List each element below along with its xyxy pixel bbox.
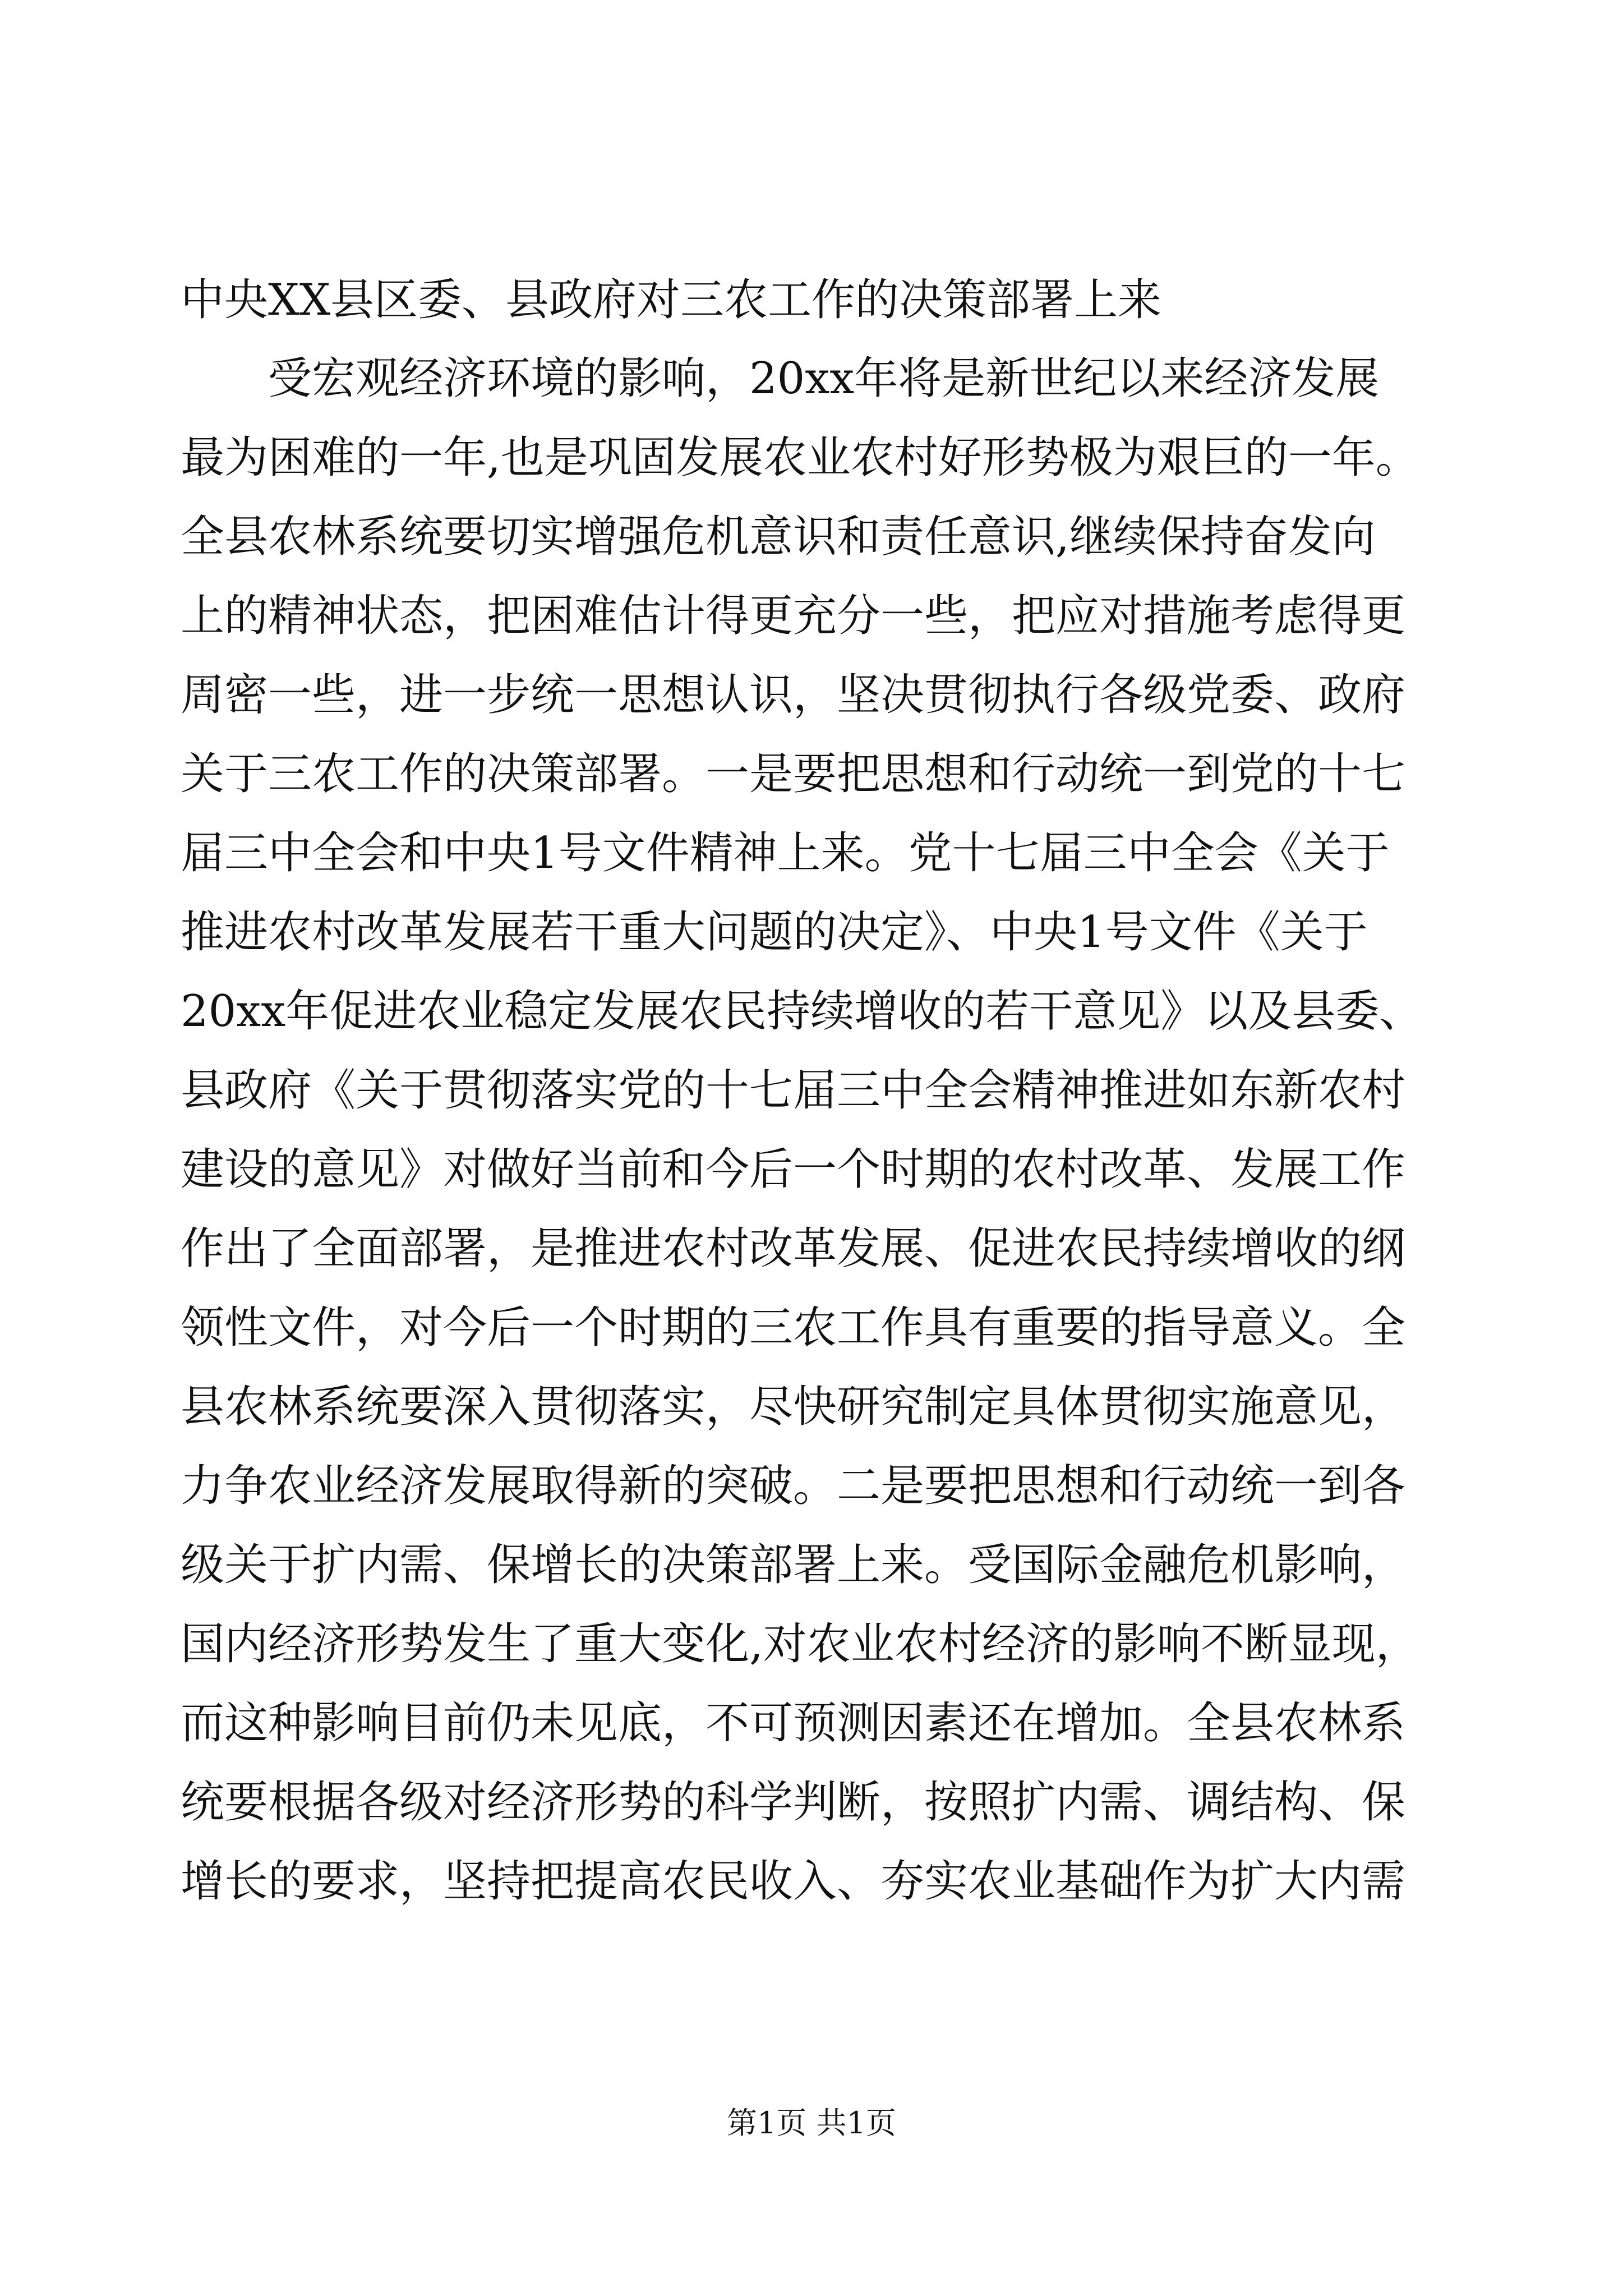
- text-line: 级关于扩内需、保增长的决策部署上来。受国际金融危机影响，: [181, 1540, 1406, 1590]
- text-line: 20xx年促进农业稳定发展农民持续增收的若干意见》以及县委、: [181, 986, 1423, 1037]
- text-line: 周密一些，进一步统一思想认识，坚决贯彻执行各级党委、政府: [181, 670, 1406, 720]
- text-line: 国内经济形势发生了重大变化,对农业农村经济的影响不断显现，: [181, 1619, 1419, 1669]
- text-line: 最为困难的一年,也是巩固发展农业农村好形势极为艰巨的一年。: [181, 432, 1419, 483]
- text-line: 届三中全会和中央1号文件精神上来。党十七届三中全会《关于: [181, 828, 1390, 878]
- page-footer: 第1页 共1页: [727, 2105, 896, 2141]
- body-text: [181, 339, 1470, 1921]
- text-line: 建设的意见》对做好当前和今后一个时期的农村改革、发展工作: [181, 1144, 1406, 1195]
- text-line: 统要根据各级对经济形势的科学判断，按照扩内需、调结构、保: [181, 1777, 1406, 1828]
- text-line: 作出了全面部署，是推进农村改革发展、促进农民持续增收的纲: [181, 1223, 1406, 1274]
- text-line: 增长的要求，坚持把提高农民收入、夯实农业基础作为扩大内需: [181, 1856, 1406, 1907]
- text-line: 而这种影响目前仍未见底，不可预测因素还在增加。全县农林系: [181, 1698, 1406, 1749]
- text-line: 县农林系统要深入贯彻落实，尽快研究制定具体贯彻实施意见，: [181, 1382, 1406, 1432]
- text-line: 上的精神状态，把困难估计得更充分一些，把应对措施考虑得更: [181, 591, 1406, 641]
- text-line: 县政府《关于贯彻落实党的十七届三中全会精神推进如东新农村: [181, 1065, 1406, 1116]
- text-line: 全县农林系统要切实增强危机意识和责任意识,继续保持奋发向: [181, 512, 1376, 562]
- text-line: 领性文件，对今后一个时期的三农工作具有重要的指导意义。全: [181, 1303, 1406, 1353]
- text-line: 关于三农工作的决策部署。一是要把思想和行动统一到党的十七: [181, 749, 1406, 799]
- text-line: 力争农业经济发展取得新的突破。二是要把思想和行动统一到各: [181, 1461, 1406, 1511]
- text-line: 推进农村改革发展若干重大问题的决定》、中央1号文件《关于: [181, 907, 1368, 958]
- text-line: 受宏观经济环境的影响，20xx年将是新世纪以来经济发展: [181, 353, 1380, 404]
- document-title: 中央XX县区委、县政府对三农工作的决策部署上来: [181, 275, 1162, 325]
